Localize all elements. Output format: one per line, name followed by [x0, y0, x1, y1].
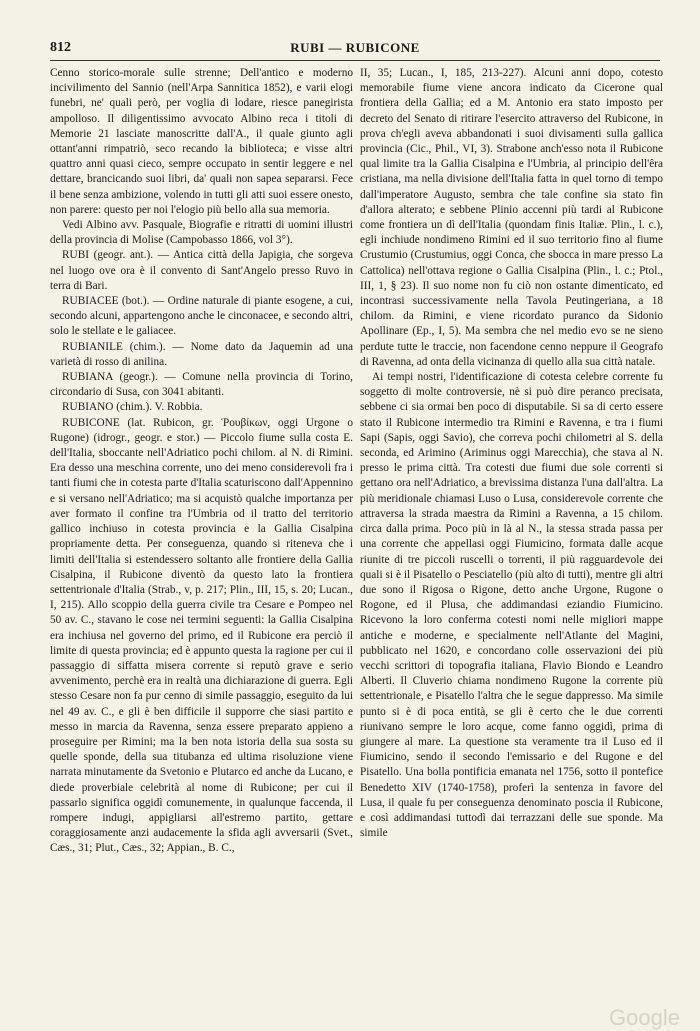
paragraph: RUBIANILE (chim.). — Nome dato da Jaquemin ad una varietà di rosso di anilina. — [50, 340, 353, 368]
page-number: 812 — [50, 40, 71, 55]
paragraph: RUBICONE (lat. Rubicon, gr. Ῥουβίκων, oggi Urgone o Rugone) (idrogr., geogr. e stor.) — Piccolo fiume sulla costa E. dell'Italia, sboccante nell'Adriatico pochi chilom. al N. di Rimini. Era desso una meschina corrente, uno dei meno considerevoli fra i tanti fiumi che in cotesta parte d'Italia scaturiscono dall'Appennino e si versano nell'Adriatico; ma si acquistò qualche importanza per aver formato il confine tra l'Umbria od il tratto del territorio gallico inchiuso in cotesta provincia e la Gallia Cisalpina propriamente detta. Per conseguenza, quando si riteneva che i limiti dell'Italia si estendessero soltanto alle frontiere della Gallia Cisalpina, il Rubicone diventò da questo lato la frontiera settentrionale d'Italia (Strab., v, p. 217; Plin., III, 15, s. 20; Lucan., I, 215). Allo scoppio della guerra civile tra Cesare e Pompeo nel 50 av. C., stavano le cose nei termini seguenti: la Gallia Cisalpina era inchiusa nel governo del primo, ed il Rubicone era perciò il limite di questa provincia; ed è appunto questa la ragione per cui il passaggio di siffatta misera corrente si reputò grave e serio avvenimento, perchè era in realtà una dichiarazione di guerra. Egli stesso Cesare non fa pur cenno di simile passaggio, eseguito da lui nel 49 av. C., e gli è ben difficile il supporre che siasi partito e messo in marcia da Ravenna, senza essere preparato appieno a proseguire per Rimini; ma la ben nota istoria della sua sosta su quelle sponde, della sua titubanza ed ultima risoluzione viene narrata minutamente da Svetonio e Plutarco ed anche da Lucano, e diede proverbiale celebrità al nome di Rubicone; per cui il passarlo significa oggidì comunemente, in qualunque faccenda, il rompere indugi, appigliarsi all'estremo partito, gettare coraggiosamente anzi audacemente la sfida agli avversarii (Svet., Cæs., 31; Plut., Cæs., 32; Appian., B. C., — [50, 416, 353, 855]
running-title: RUBI — RUBICONE — [290, 40, 420, 55]
paragraph: RUBIACEE (bot.). — Ordine naturale di piante esogene, a cui, secondo alcuni, appartengono anche le cinconacee, e secondo altri, solo le stellate e le galiacee. — [50, 295, 353, 338]
page-header — [50, 40, 660, 61]
paragraph: Ai tempi nostri, l'identificazione di cotesta celebre corrente fu soggetto di molte controversie, nè si può dire peranco precisata, sebbene ci sia ormai ben poco di disputabile. Si sa di certo essere stato il Rubicone intermedio tra Rimini e Ravenna, e tra i fiumi Sapi (Sapis, oggi Savio), che correva pochi chilometri al S. della seconda, ed Arimino (Ariminus oggi Marecchia), che stava al N. presso le prima città. Tra cotesti due fiumi due sole correnti si gettano ora nell'Adriatico, a brevissima distanza l'una dall'altra. La più meridionale chiamasi Luso o Lusa, considerevole corrente che attraversa la strada maestra da Rimini a Ravenna, a 15 chilom. circa dalla prima. Poco più in là al N., la stessa strada passa per una corrente che appellasi oggi Fiumicino, formata dalle acque riunite di tre piccoli ruscelli o torrenti, il più ragguardevole dei quali si è il Pisatello o Pesciatello (più alto di tutti), mentre gli altri due sono il Rigosa o Rigone, detto anche Urgone, Rugone o Rogone, ed il Plusa, che addimandasi eziandio Fiumicino. Ricevono la loro conferma cotesti nomi nelle migliori mappe antiche e moderne, e specialmente nell'Atlante del Magini, pubblicato nel 1620, e concordano colle osservazioni dei più vecchi scrittori di topografia italiana, Flavio Biondo e Leandro Alberti. Il Cluverio chiama nondimeno Rugone la corrente più settentrionale, e Pisatello l'altra che le segue dappresso. Ma simile punto si è di poca entità, se gli è certo che le due correnti riunivano sempre le loro acque, come fanno oggidì, prima di giungere al mare. La questione sta veramente tra il Luso ed il Fiumicino, sendo il secondo l'emissario e del Rugone e del Pisatello. Una bolla pontificia emanata nel 1756, sotto il pontefice Benedetto XIV (1740-1758), proferì la sentenza in favore del Lusa, il quale fu per conseguenza denominato poscia il Rubicone, e così addimandasi tuttodì dai terrazzani delle sue sponde. Ma simile — [360, 371, 663, 840]
paragraph: Cenno storico-morale sulle strenne; Dell'antico e moderno incivilimento del Sannio (nell'Arpa Sannitica 1852), e varii elogi funebri, ne' quali però, per voglia di lodare, riesce panegirista ampolloso. Il diligentissimo avvocato Albino reca i titoli di Memorie 21 lasciate manoscritte dall'A., il quale giunto agli ottant'anni rimpatriò, seco recando la biblioteca; e visse altri quattro anni quasi cieco, sempre occupato in sentir leggere e nel dettare, brancicando suoi libri, da' quali non sapea separarsi. Fece il bene senza ambizione, volendo in tutti gli atti suoi essere onesto, non parere: questo per noi l'elogio più bello alla sua memoria. — [50, 67, 353, 216]
paragraph: RUBI (geogr. ant.). — Antica città della Japigia, che sorgeva nel luogo ove ora è il convento di Sant'Angelo presso Ruvo in terra di Bari. — [50, 249, 353, 292]
paragraph: RUBIANA (geogr.). — Comune nella provincia di Torino, circondario di Susa, con 3041 abitanti. — [50, 371, 353, 399]
paragraph: Vedi Albino avv. Pasquale, Biografie e ritratti di uomini illustri della provincia di Molise (Campobasso 1866, vol 3°). — [50, 219, 353, 247]
watermark: Google — [609, 1005, 680, 1030]
paragraph: II, 35; Lucan., I, 185, 213-227). Alcuni anni dopo, cotesto memorabile fiume viene ancora indicato da Cicerone qual frontiera della Gallia; ed a M. Antonio era stato imposto per decreto del Senato di ritirare l'esercito attraverso del Rubicone, in prova ch'egli aveva abbandonati i suoi divisamenti sulla gallica provincia (Cic., Phil., VI, 3). Strabone anch'esso nota il Rubicone qual limite tra la Gallia Cisalpina e l'Umbria, al principio dell'êra cristiana, ma nella divisione dell'Italia fatta in quel torno di tempo dall'imperatore Augusto, sembra che tale confine sia stato fin d'allora alterato; e sebbene Plinio accenni più tardi al Rubicone come frontiera un dì dell'Italia (quondam finis Italiæ. Plin., l. c.), egli inchiude nondimeno Rimini ed il suo territorio fino al fiume Crustumio (Crustumius, oggi Conca, che sbocca in mare presso La Cattolica) nell'ottava regione o Gallia Cisalpina (Plin., l. c.; Ptol., III, 1, § 23). Il suo nome non fu ciò non ostante dimenticato, ed incontrasi successivamente nella Tavola Peutingeriana, a 18 chilom. da Rimini, e viene ricordato puranco da Sidonio Apollinare (Ep., I, 5). Ma sembra che nel medio evo se ne sieno perdute tutte le traccie, non facendone cenno neppure il Geografo di Ravenna, ad onta della vicinanza di quello alla sua città natale. — [360, 67, 663, 368]
paragraph: RUBIANO (chim.). V. Robbia. — [62, 401, 203, 414]
left-column — [50, 66, 353, 1011]
right-column — [360, 66, 663, 1011]
